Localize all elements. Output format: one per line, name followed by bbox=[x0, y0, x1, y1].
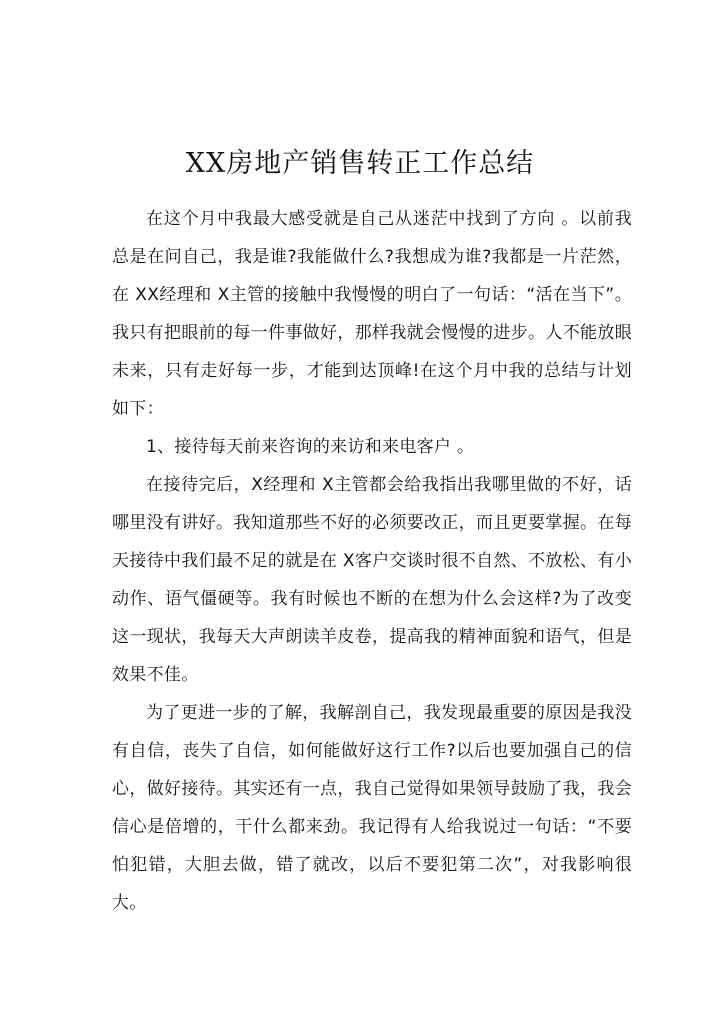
paragraph-intro: 在这个月中我最大感受就是自己从迷茫中找到了方向 。以前我总是在问自己，我是谁?我能做什么?我想成为谁?我都是一片茫然，在 XX经理和 X主管的接触中我慢慢的明白了一句话：“活在当下”。我只有把眼前的每一件事做好，那样我就会慢慢的进步。人不能放眼未来，只有走好每一步，才能到达顶峰!在这个月中我的总结与计划如下： bbox=[112, 209, 632, 419]
paragraph-reception: 在接待完后，X经理和 X主管都会给我指出我哪里做的不好，话哪里没有讲好。我知道那些不好的必须要改正，而且更要掌握。在每天接待中我们最不足的就是在 X客户交谈时很不自然、不放松、有小动作、语气僵硬等。我有时候也不断的在想为什么会这样?为了改变这一现状，我每天大声朗读羊皮卷，提高我的精神面貌和语气，但是效果不佳。 bbox=[112, 475, 632, 685]
paragraph-self-analysis: 为了更进一步的了解，我解剖自己，我发现最重要的原因是我没有自信，丧失了自信，如何能做好这行工作?以后也要加强自己的信心，做好接待。其实还有一点，我自己觉得如果领导鼓励了我，我会信心是倍增的，干什么都来劲。我记得有人给我说过一句话：“不要怕犯错，大胆去做，错了就改，以后不要犯第二次”，对我影响很大。 bbox=[112, 703, 632, 913]
document-body bbox=[112, 200, 632, 922]
paragraph-item-1: 1、接待每天前来咨询的来访和来电客户 。 bbox=[146, 437, 475, 457]
document-title: XX房地产销售转正工作总结 bbox=[185, 148, 535, 179]
